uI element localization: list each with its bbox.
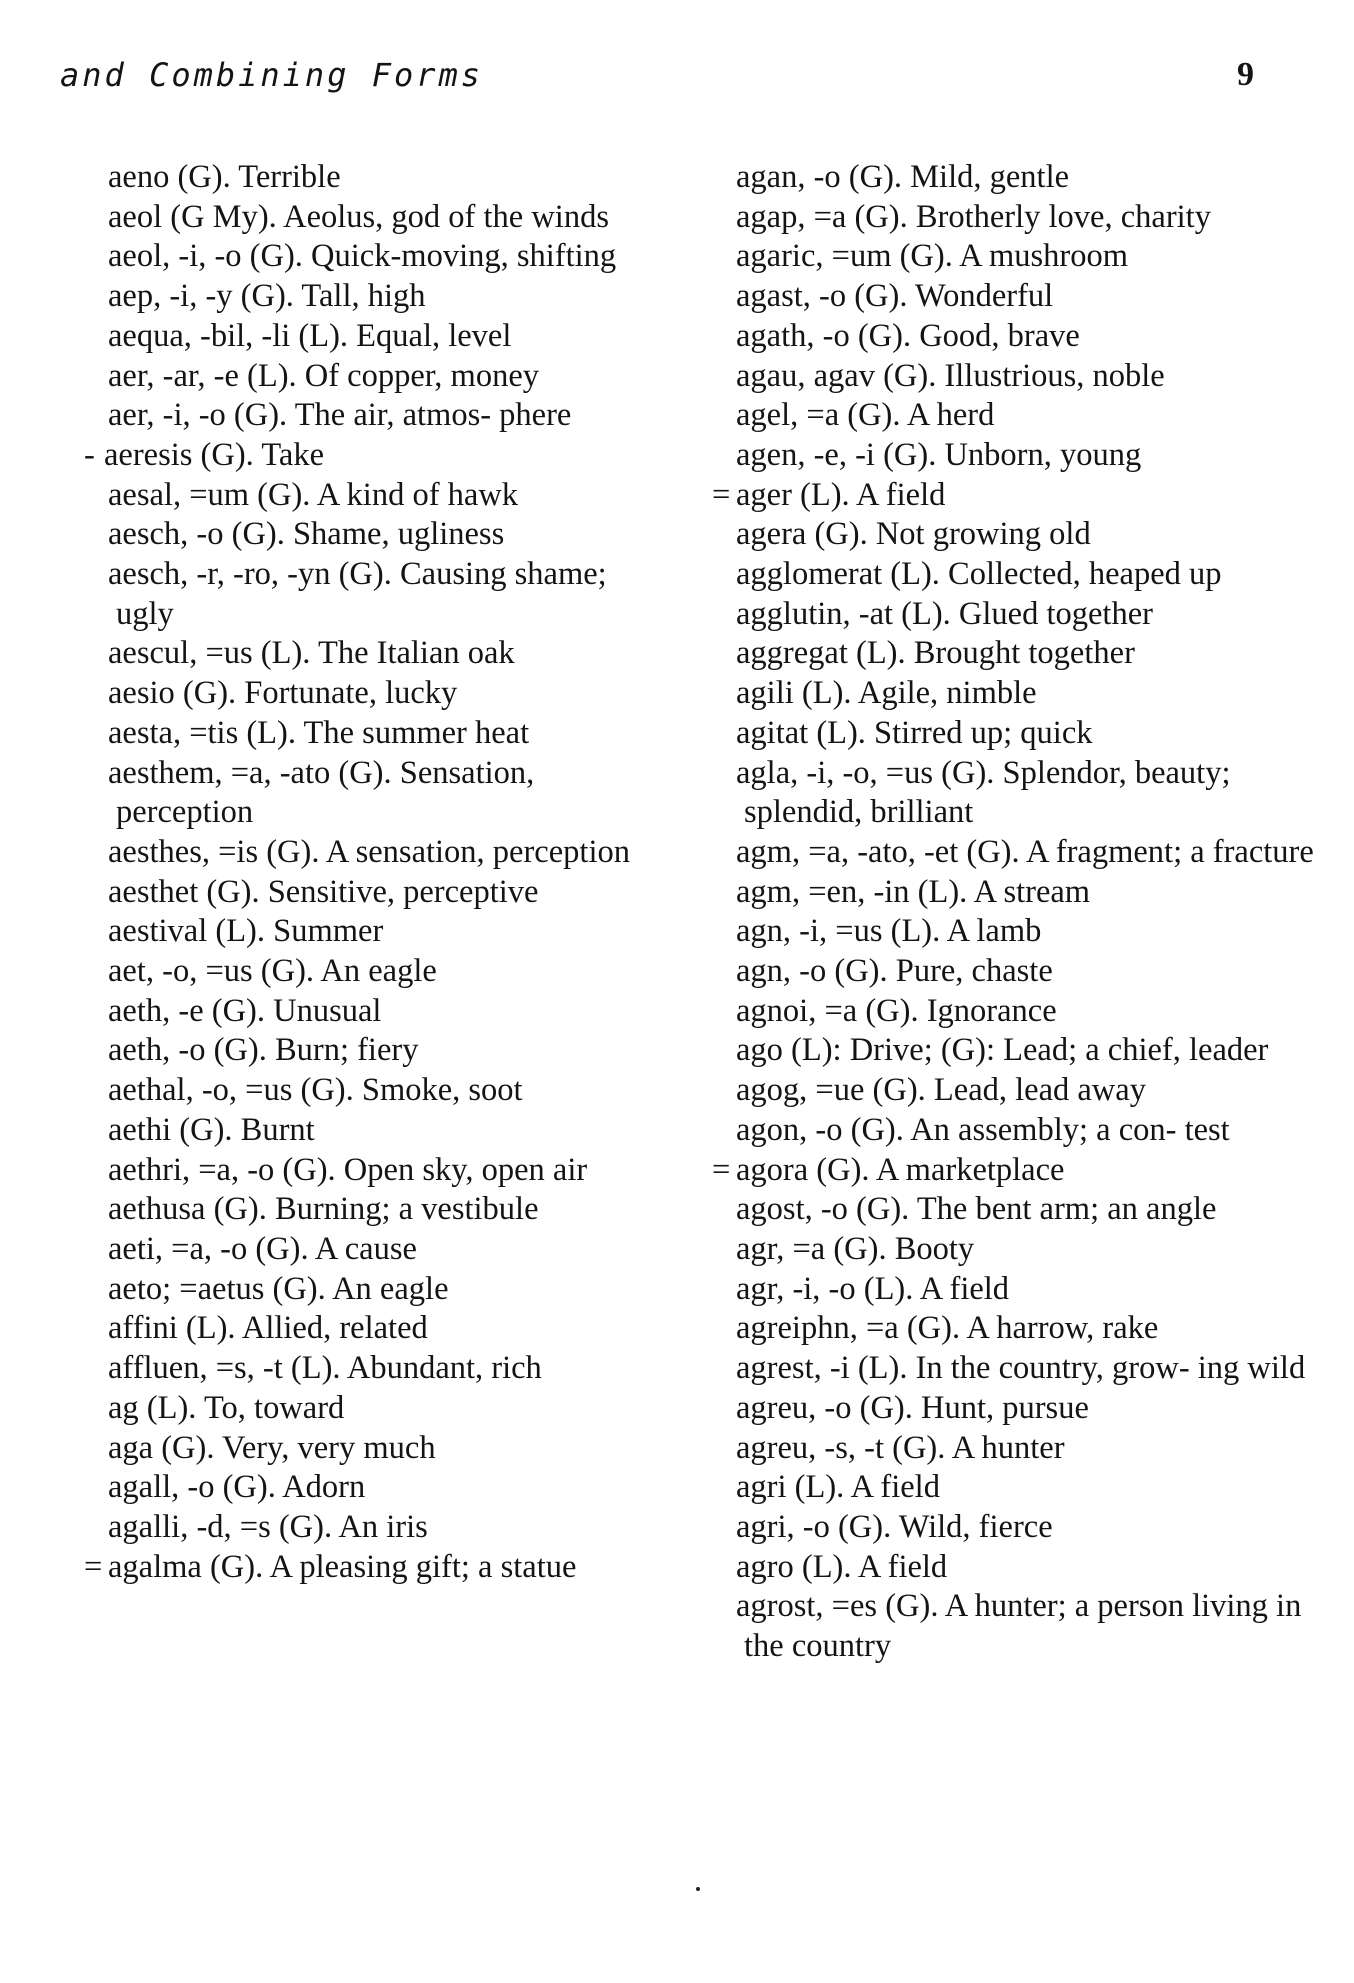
dictionary-entry (60, 515, 665, 555)
entry-text: affini (L). Allied, related (108, 1310, 428, 1347)
dictionary-entry (60, 396, 665, 436)
entry-text: agon, -o (G). An assembly; a con- test (736, 1111, 1230, 1148)
entry-text: aescul, =us (L). The Italian oak (108, 635, 515, 672)
dictionary-entry (60, 1230, 665, 1270)
dictionary-entry (60, 277, 665, 317)
dictionary-entry (688, 158, 1318, 198)
dictionary-entry (60, 1548, 665, 1588)
dictionary-entry (688, 1031, 1318, 1071)
entry-text: agro (L). A field (736, 1548, 948, 1585)
dictionary-entry (688, 1508, 1318, 1548)
dictionary-entry (60, 714, 665, 754)
entry-text: aga (G). Very, very much (108, 1429, 436, 1466)
entry-text: aet, -o, =us (G). An eagle (108, 953, 437, 990)
dictionary-entry (688, 476, 1318, 516)
dictionary-entry (60, 1468, 665, 1508)
entry-text: agn, -i, =us (L). A lamb (736, 913, 1042, 950)
entry-text: agr, -i, -o (L). A field (736, 1270, 1010, 1307)
entry-text: agreiphn, =a (G). A harrow, rake (736, 1310, 1159, 1347)
entry-text: aesch, -r, -ro, -yn (G). Causing shame; ugly (108, 556, 607, 632)
dictionary-entry (60, 1190, 665, 1230)
entry-text: aethi (G). Burnt (108, 1111, 315, 1148)
entry-text: agalma (G). A pleasing gift; a statue (108, 1548, 577, 1585)
entry-text: agili (L). Agile, nimble (736, 675, 1037, 712)
dictionary-entry (688, 952, 1318, 992)
dictionary-entry (688, 1349, 1318, 1389)
entry-text: aeno (G). Terrible (108, 159, 341, 195)
entry-text: aethri, =a, -o (G). Open sky, open air (108, 1151, 588, 1188)
entry-text: aeth, -e (G). Unusual (108, 992, 382, 1029)
entry-text: agm, =a, -ato, -et (G). A fragment; a fracture (736, 833, 1314, 870)
entry-text: agitat (L). Stirred up; quick (736, 714, 1093, 751)
dictionary-entry (60, 198, 665, 238)
entry-text: agog, =ue (G). Lead, lead away (736, 1072, 1146, 1109)
dictionary-entry (60, 952, 665, 992)
dictionary-entry (688, 277, 1318, 317)
dictionary-entry (688, 515, 1318, 555)
entry-text: aesthem, =a, -ato (G). Sensation, perception (108, 754, 535, 831)
dictionary-entry (688, 674, 1318, 714)
dictionary-entry (688, 396, 1318, 436)
dictionary-entry (60, 1349, 665, 1389)
right-column (688, 158, 1318, 1667)
entry-text: affluen, =s, -t (L). Abundant, rich (108, 1350, 542, 1387)
dictionary-entry (688, 873, 1318, 913)
entry-text: agla, -i, -o, =us (G). Splendor, beauty; splendid, brilliant (736, 754, 1231, 831)
entry-marker: = (712, 1151, 731, 1188)
dictionary-entry (60, 634, 665, 674)
entry-text: agreu, -o (G). Hunt, pursue (736, 1389, 1089, 1426)
dictionary-entry (688, 198, 1318, 238)
dictionary-entry (60, 317, 665, 357)
entry-text: agri (L). A field (736, 1469, 940, 1506)
entry-text: aesthes, =is (G). A sensation, perception (108, 833, 630, 870)
entry-text: aesthet (G). Sensitive, perceptive (108, 873, 539, 910)
running-head: and Combining Forms (60, 56, 484, 94)
entry-text: aesio (G). Fortunate, lucky (108, 675, 458, 712)
entry-text: aeti, =a, -o (G). A cause (108, 1230, 417, 1267)
dictionary-entry (60, 476, 665, 516)
entry-text: agr, =a (G). Booty (736, 1230, 975, 1267)
stray-mark (696, 1887, 700, 1891)
entry-text: agen, -e, -i (G). Unborn, young (736, 436, 1142, 473)
entry-text: ago (L): Drive; (G): Lead; a chief, leader (736, 1032, 1269, 1069)
entry-text: agan, -o (G). Mild, gentle (736, 159, 1070, 195)
entry-text: agrost, =es (G). A hunter; a person living in the country (736, 1588, 1302, 1665)
dictionary-entry (60, 1071, 665, 1111)
page-number: 9 (1237, 56, 1254, 93)
dictionary-entry (688, 992, 1318, 1032)
entry-text: agri, -o (G). Wild, fierce (736, 1508, 1053, 1545)
entry-text: agalli, -d, =s (G). An iris (108, 1508, 428, 1545)
entry-text: agel, =a (G). A herd (736, 397, 995, 434)
entry-marker: - (84, 436, 95, 473)
entry-text: aequa, -bil, -li (L). Equal, level (108, 317, 512, 354)
dictionary-entry (688, 1468, 1318, 1508)
entry-text: aggregat (L). Brought together (736, 635, 1135, 672)
dictionary-entry (60, 992, 665, 1032)
dictionary-entry (688, 1587, 1318, 1666)
entry-text: agglomerat (L). Collected, heaped up (736, 556, 1222, 593)
entry-text: ag (L). To, toward (108, 1389, 345, 1426)
dictionary-entry (60, 158, 665, 198)
entry-text: aeol, -i, -o (G). Quick-moving, shifting (108, 238, 617, 275)
dictionary-entry (688, 714, 1318, 754)
dictionary-entry (688, 754, 1318, 833)
dictionary-entry (60, 1508, 665, 1548)
entry-text: agera (G). Not growing old (736, 516, 1091, 553)
entry-text: aeresis (G). Take (104, 436, 325, 473)
dictionary-entry (60, 833, 665, 873)
dictionary-entry (60, 436, 665, 476)
dictionary-entry (688, 436, 1318, 476)
dictionary-entry (688, 1309, 1318, 1349)
dictionary-entry (60, 674, 665, 714)
left-column (60, 158, 665, 1587)
entry-text: agast, -o (G). Wonderful (736, 278, 1054, 315)
dictionary-entry (60, 754, 665, 833)
entry-text: agost, -o (G). The bent arm; an angle (736, 1191, 1217, 1228)
entry-marker: = (712, 476, 731, 513)
dictionary-entry (688, 1429, 1318, 1469)
entry-text: agn, -o (G). Pure, chaste (736, 953, 1053, 990)
dictionary-entry (60, 1389, 665, 1429)
entry-text: aesal, =um (G). A kind of hawk (108, 476, 519, 513)
dictionary-entry (688, 1389, 1318, 1429)
dictionary-entry (688, 1151, 1318, 1191)
dictionary-entry (688, 1111, 1318, 1151)
entry-text: aep, -i, -y (G). Tall, high (108, 278, 426, 315)
dictionary-entry (60, 1151, 665, 1191)
entry-text: aeol (G My). Aeolus, god of the winds (108, 198, 609, 235)
dictionary-entry (688, 1548, 1318, 1588)
dictionary-entry (688, 634, 1318, 674)
entry-text: ager (L). A field (736, 476, 946, 513)
page-header (60, 56, 1254, 104)
entry-text: aer, -ar, -e (L). Of copper, money (108, 357, 540, 394)
dictionary-entry (688, 1190, 1318, 1230)
entry-text: aethal, -o, =us (G). Smoke, soot (108, 1072, 523, 1109)
entry-text: aeth, -o (G). Burn; fiery (108, 1032, 419, 1069)
entry-text: aer, -i, -o (G). The air, atmos- phere (108, 397, 572, 434)
entry-text: aeto; =aetus (G). An eagle (108, 1270, 449, 1307)
entry-text: agau, agav (G). Illustrious, noble (736, 357, 1165, 394)
dictionary-entry (60, 555, 665, 634)
entry-marker: = (84, 1548, 103, 1585)
dictionary-entry (688, 357, 1318, 397)
entry-text: aethusa (G). Burning; a vestibule (108, 1191, 539, 1228)
dictionary-entry (688, 1071, 1318, 1111)
dictionary-entry (688, 555, 1318, 595)
entry-text: agall, -o (G). Adorn (108, 1469, 366, 1506)
entry-text: agap, =a (G). Brotherly love, charity (736, 198, 1211, 235)
dictionary-entry (688, 833, 1318, 873)
dictionary-entry (688, 1270, 1318, 1310)
dictionary-entry (688, 1230, 1318, 1270)
entry-text: aestival (L). Summer (108, 913, 384, 950)
dictionary-entry (60, 912, 665, 952)
entry-text: agreu, -s, -t (G). A hunter (736, 1429, 1065, 1466)
dictionary-entry (60, 873, 665, 913)
entry-text: agm, =en, -in (L). A stream (736, 873, 1091, 910)
dictionary-entry (688, 595, 1318, 635)
dictionary-entry (60, 1111, 665, 1151)
dictionary-entry (60, 1031, 665, 1071)
entry-text: agaric, =um (G). A mushroom (736, 238, 1129, 275)
dictionary-entry (60, 1309, 665, 1349)
entry-text: agnoi, =a (G). Ignorance (736, 992, 1057, 1029)
entry-text: aesta, =tis (L). The summer heat (108, 714, 530, 751)
entry-text: agglutin, -at (L). Glued together (736, 595, 1153, 632)
dictionary-entry (60, 1429, 665, 1469)
entry-text: aesch, -o (G). Shame, ugliness (108, 516, 505, 553)
dictionary-entry (688, 317, 1318, 357)
dictionary-entry (688, 237, 1318, 277)
entry-text: agath, -o (G). Good, brave (736, 317, 1080, 354)
dictionary-entry (60, 237, 665, 277)
entry-text: agrest, -i (L). In the country, grow- ing wild (736, 1350, 1306, 1387)
entry-text: agora (G). A marketplace (736, 1151, 1065, 1188)
dictionary-entry (688, 912, 1318, 952)
dictionary-entry (60, 1270, 665, 1310)
dictionary-entry (60, 357, 665, 397)
